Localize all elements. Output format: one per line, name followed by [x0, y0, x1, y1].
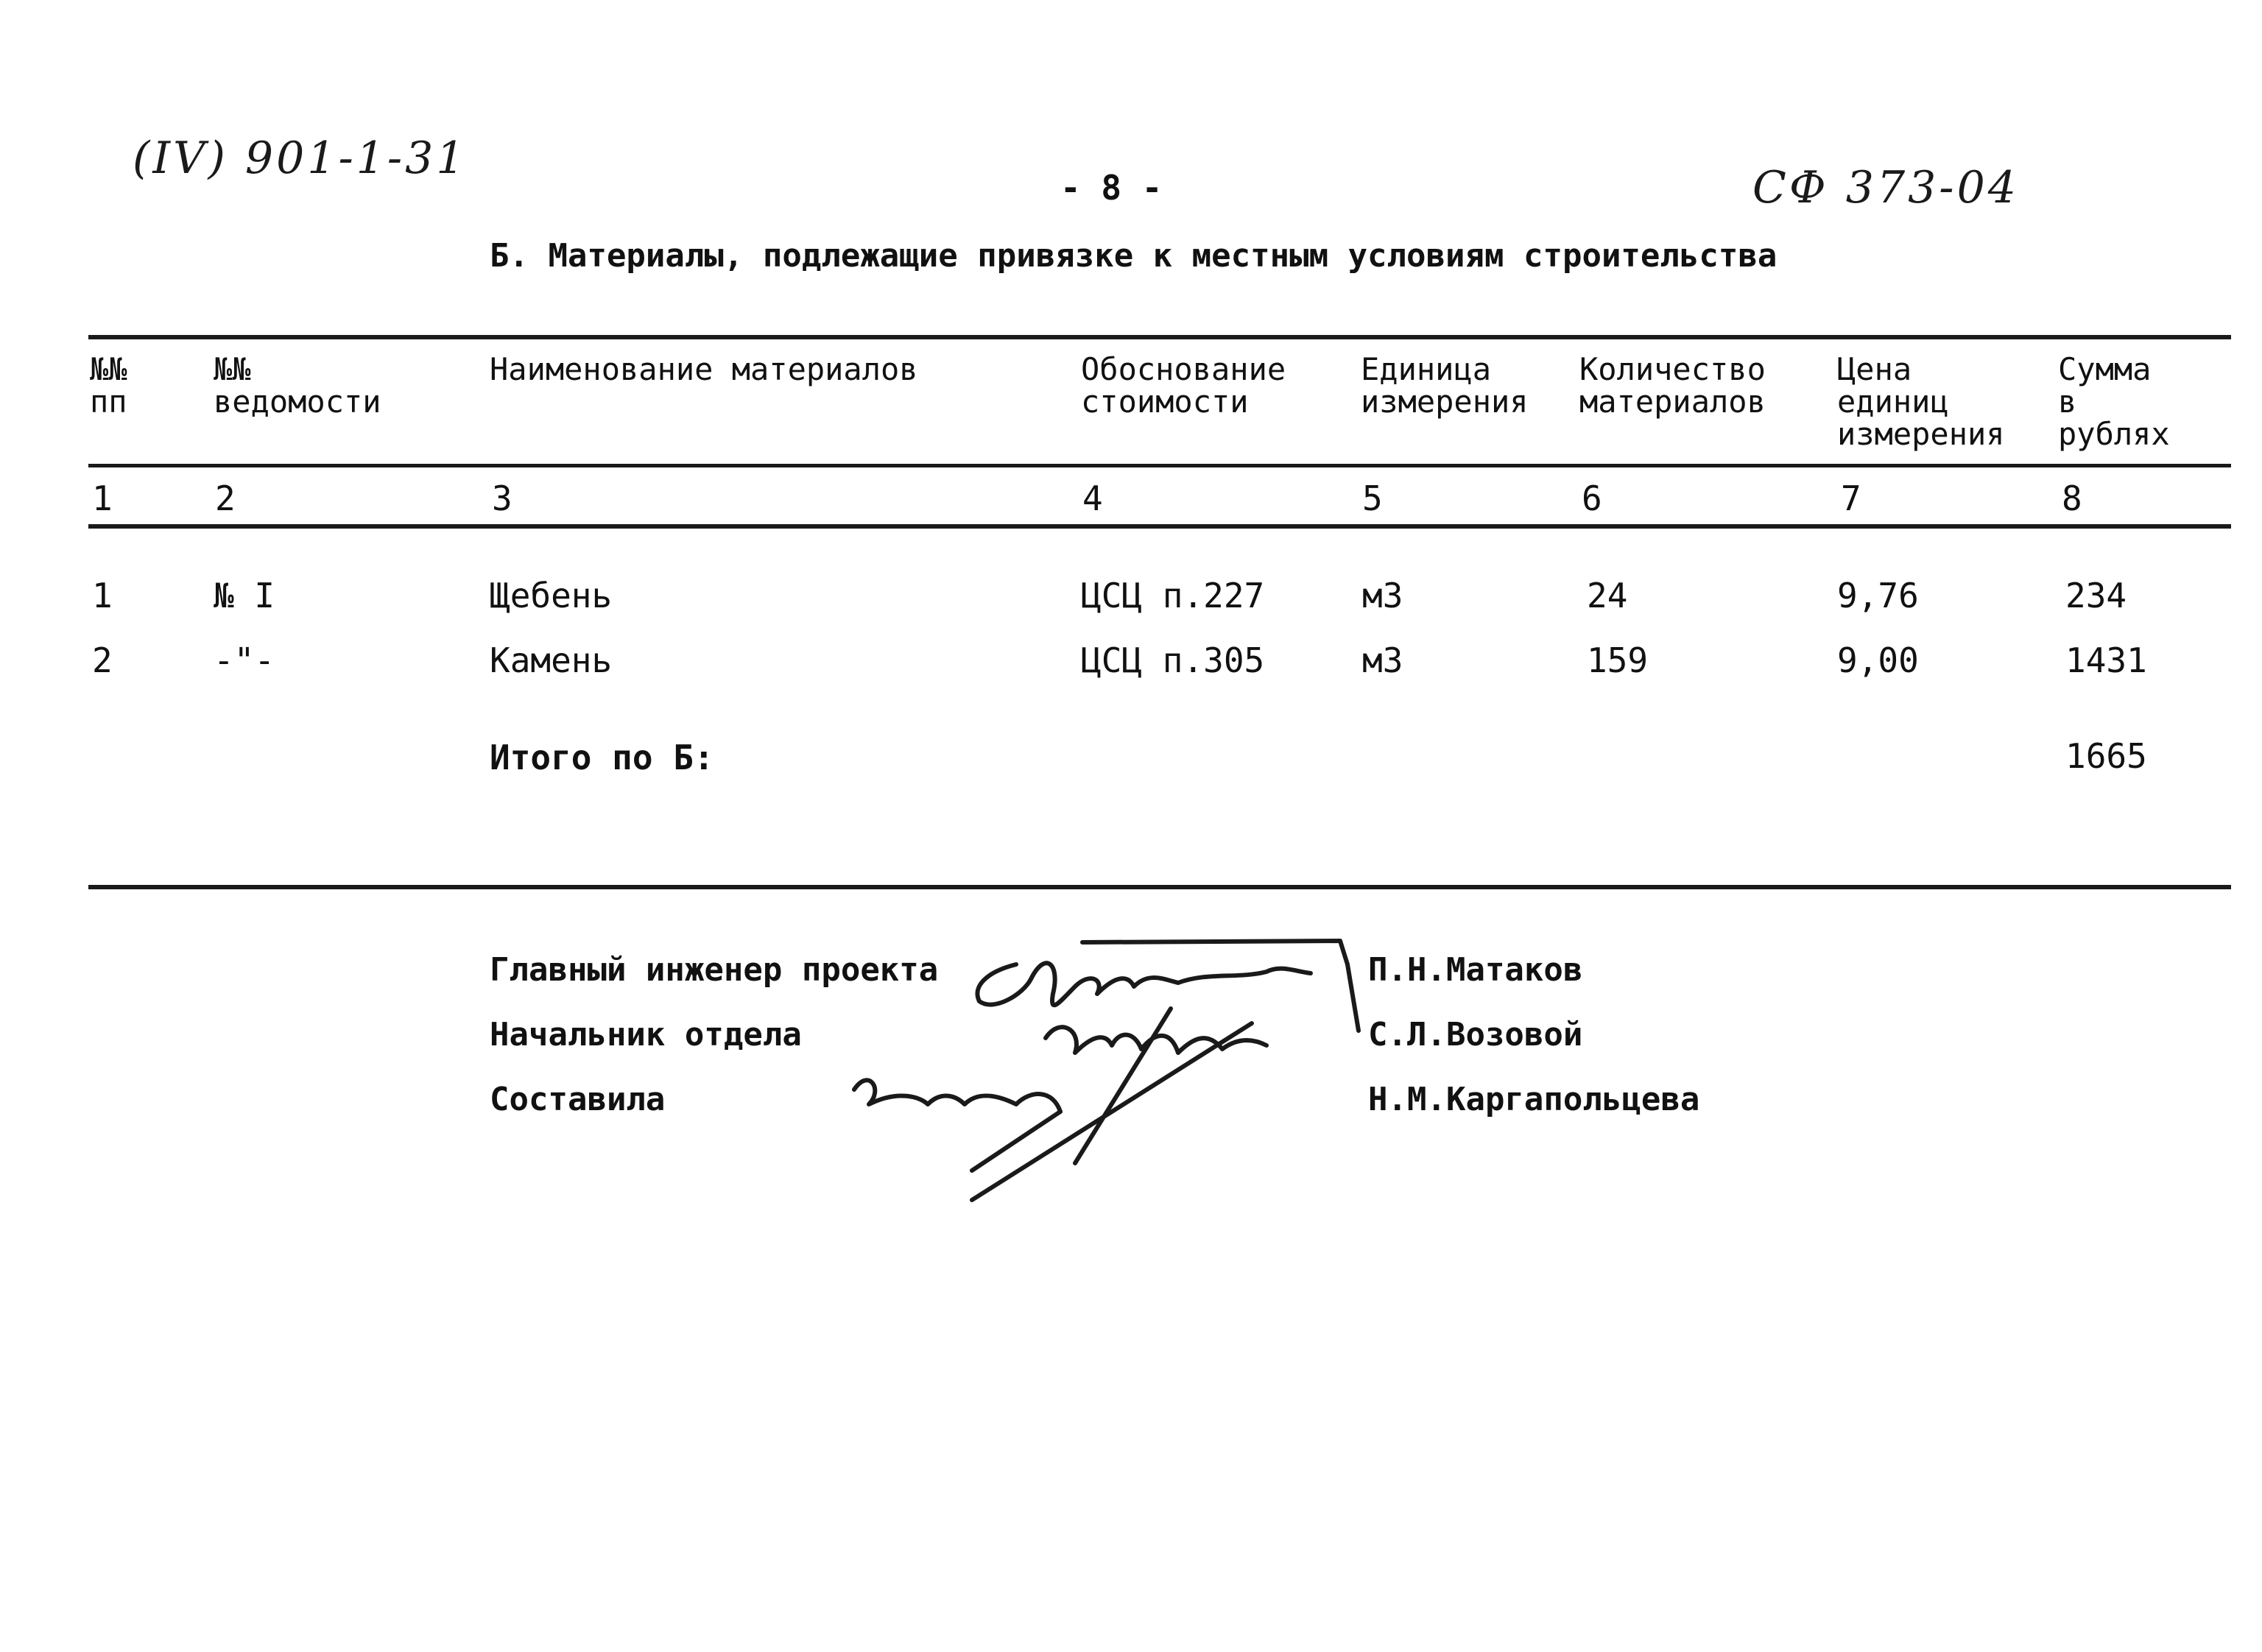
row-quantity: 159	[1587, 640, 1649, 680]
row-statement-ref: -"-	[214, 640, 275, 680]
signature-stroke	[854, 1080, 1060, 1112]
doc-code-left: (IV) 901-1-31	[133, 133, 468, 184]
signature-stroke	[972, 1023, 1252, 1200]
row-unit-price: 9,76	[1837, 576, 1919, 615]
row-unit-price: 9,00	[1837, 640, 1919, 680]
column-number: 4	[1082, 479, 1103, 518]
row-sum: 234	[2065, 576, 2127, 615]
page-number: - 8 -	[1060, 168, 1163, 208]
column-number: 1	[92, 479, 113, 518]
signature-stroke	[977, 963, 1311, 1005]
column-number: 8	[2062, 479, 2082, 518]
row-cost-basis: ЦСЦ п.305	[1081, 640, 1265, 680]
row-statement-ref: № I	[214, 576, 275, 615]
column-number: 6	[1582, 479, 1602, 518]
signature-role: Начальник отдела	[490, 1016, 802, 1053]
signature-stroke	[1347, 964, 1359, 1031]
signatory-name: П.Н.Матаков	[1368, 951, 1583, 989]
total-value: 1665	[2065, 736, 2147, 776]
column-header: Наименование материалов	[490, 351, 918, 387]
signature-stroke	[1082, 941, 1347, 964]
column-header: №№ пп	[90, 351, 127, 420]
signatory-name: Н.М.Каргапольцева	[1368, 1081, 1700, 1118]
column-number: 2	[215, 479, 236, 518]
signature-role: Составила	[490, 1081, 666, 1118]
row-number: 2	[92, 640, 113, 680]
row-cost-basis: ЦСЦ п.227	[1081, 576, 1265, 615]
column-number: 3	[492, 479, 512, 518]
column-header: Обоснование стоимости	[1081, 351, 1286, 420]
handwritten-signatures	[839, 920, 1370, 1215]
column-header: №№ ведомости	[214, 351, 381, 420]
row-material-name: Щебень	[490, 576, 613, 615]
column-header: Единица измерения	[1361, 351, 1529, 420]
total-label: Итого по Б:	[490, 738, 714, 777]
signature-role: Главный инженер проекта	[490, 951, 939, 989]
table-top-rule	[88, 335, 2231, 339]
table-bottom-rule	[88, 885, 2231, 889]
row-sum: 1431	[2065, 640, 2147, 680]
column-number: 7	[1841, 479, 1861, 518]
row-unit: м3	[1362, 576, 1403, 615]
column-numbers-rule	[88, 524, 2231, 529]
doc-code-right: СФ 373-04	[1752, 162, 2019, 213]
header-bottom-rule	[88, 464, 2231, 467]
signatory-name: С.Л.Возовой	[1368, 1016, 1583, 1053]
column-header: Цена единиц измерения	[1837, 351, 2005, 452]
row-material-name: Камень	[490, 640, 613, 680]
column-header: Сумма в рублях	[2058, 351, 2170, 452]
column-number: 5	[1362, 479, 1383, 518]
section-title: Б. Материалы, подлежащие привязке к местным условиям строительства	[490, 237, 1777, 275]
row-quantity: 24	[1587, 576, 1628, 615]
row-number: 1	[92, 576, 113, 615]
column-header: Количество материалов	[1579, 351, 1766, 420]
row-unit: м3	[1362, 640, 1403, 680]
signature-stroke	[972, 1112, 1060, 1171]
